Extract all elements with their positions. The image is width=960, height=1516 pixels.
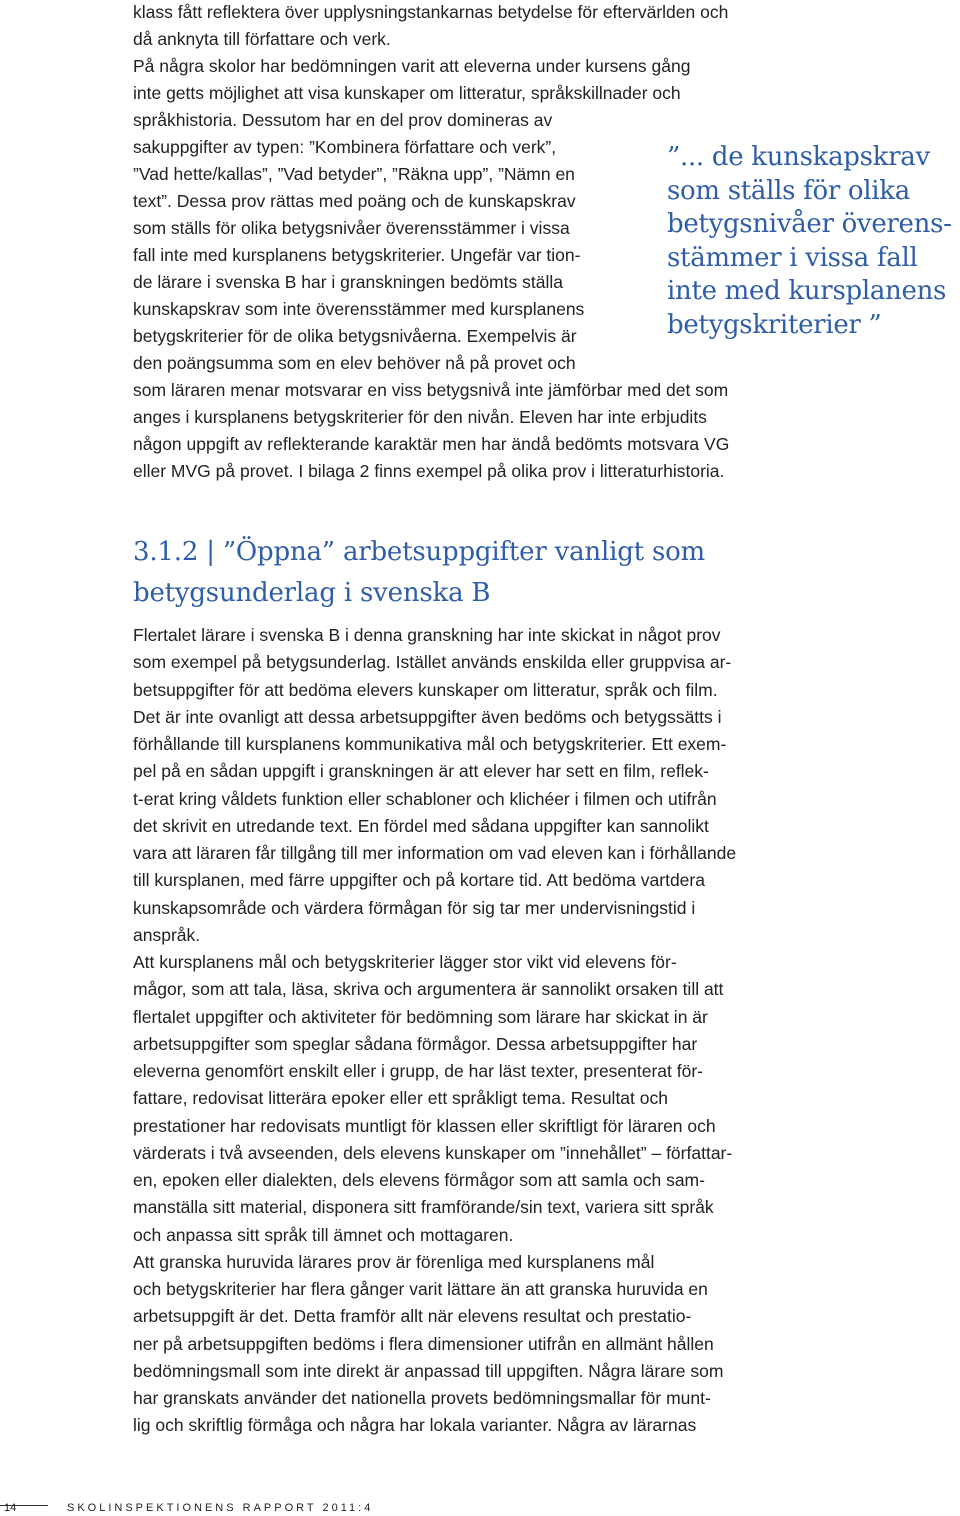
text-line: Att granska huruvida lärares prov är förenliga med kursplanens mål — [133, 1251, 655, 1272]
text-line: värderats i två avseenden, dels elevens kunskaper om ”innehållet” – författar- — [133, 1142, 733, 1163]
section-heading-line: betygsunderlag i svenska B — [133, 578, 491, 608]
text-line: ”Vad hette/kallas”, ”Vad betyder”, ”Räkna upp”, ”Nämn en — [133, 164, 575, 184]
pull-quote-line: inte med kursplanens — [667, 276, 947, 306]
text-line: Att kursplanens mål och betygskriterier lägger stor vikt vid elevens för- — [133, 952, 677, 972]
text-line: prestationer har redovisats muntligt för klassen eller skriftligt för läraren och — [133, 1115, 716, 1136]
text-line: som exempel på betygsunderlag. Istället används enskilda eller gruppvisa ar- — [133, 652, 732, 673]
text-line: lig och skriftlig förmåga och några har lokala varianter. Några av lärarnas — [133, 1415, 697, 1436]
text-line: de lärare i svenska B har i granskningen bedömts ställa — [133, 272, 563, 292]
text-line: Flertalet lärare i svenska B i denna granskning har inte skickat in något prov — [133, 625, 721, 645]
text-line: eller MVG på provet. I bilaga 2 finns exempel på olika prov i litteraturhistoria. — [133, 461, 725, 481]
text-line: klass fått reflektera över upplysningstankarnas betydelse för eftervärlden och — [133, 2, 729, 22]
text-line: sakuppgifter av typen: ”Kombinera författare och verk”, — [133, 137, 557, 157]
text-line: bedömningsmall som inte direkt är anpassad till uppgiften. Några lärare som — [133, 1360, 724, 1381]
text-line: anges i kursplanens betygskriterier för den nivån. Eleven har inte erbjudits — [133, 407, 707, 427]
text-line: fall inte med kursplanens betygskriterier. Ungefär var tion- — [133, 245, 581, 265]
pull-quote-line: betygsnivåer överens- — [667, 209, 952, 239]
text-line: På några skolor har bedömningen varit att eleverna under kursens gång — [133, 56, 691, 76]
text-line: manställa sitt material, disponera sitt framförande/sin text, variera sitt språk — [133, 1197, 714, 1218]
text-line: en, epoken eller dialekten, dels elevens förmågor som att samla och sam- — [133, 1170, 705, 1190]
text-line: och anpassa sitt språk till ämnet och mottagaren. — [133, 1224, 514, 1245]
text-line: kunskapsområde och värdera förmågan för sig tar mer undervisningstid i — [133, 897, 696, 918]
text-line: då anknyta till författare och verk. — [133, 29, 391, 49]
text-line: förhållande till kursplanens kommunikativa mål och betygskriterier. Ett exem- — [133, 734, 727, 754]
text-line: den poängsumma som en elev behöver nå på provet och — [133, 353, 576, 373]
text-line: eleverna genomfört enskilt eller i grupp, de har läst texter, presenterat för- — [133, 1061, 704, 1081]
pull-quote-line: stämmer i vissa fall — [667, 242, 918, 273]
text-line: arbetsuppgifter som speglar sådana förmågor. Dessa arbetsuppgifter har — [133, 1033, 698, 1054]
footer-publication: SKOLINSPEKTIONENS RAPPORT 2011:4 — [67, 1502, 374, 1514]
pull-quote-line: ”... de kunskapskrav — [667, 142, 930, 172]
text-line: arbetsuppgift är det. Detta framför allt när elevens resultat och prestatio- — [133, 1306, 692, 1327]
text-line: det skrivit en utredande text. En fördel med sådana uppgifter kan sannolikt — [133, 815, 709, 836]
text-line: fattare, redovisat litterära epoker eller ett språkligt tema. Resultat och — [133, 1088, 668, 1109]
page-number: 14 — [4, 1502, 17, 1514]
text-line: språkhistoria. Dessutom har en del prov domineras av — [133, 110, 553, 130]
text-line: betsuppgifter för att bedöma elevers kunskaper om litteratur, språk och film. — [133, 679, 718, 700]
pull-quote-line: betygskriterier ” — [667, 309, 882, 340]
section-heading-line: 3.1.2 | ”Öppna” arbetsuppgifter vanligt som — [133, 537, 706, 567]
text-line: t-erat kring våldets funktion eller schabloner och klichéer i filmen och utifrån — [133, 788, 717, 809]
text-line: betygskriterier för de olika betygsnivåerna. Exempelvis är — [133, 326, 577, 346]
text-line: till kursplanen, med färre uppgifter och på kortare tid. Att bedöma vartdera — [133, 870, 705, 891]
text-line: och betygskriterier har flera gånger varit lättare än att granska huruvida en — [133, 1279, 708, 1299]
text-line: flertalet uppgifter och aktiviteter för bedömning som lärare har skickat in är — [133, 1006, 708, 1027]
text-line: har granskats använder det nationella provets bedömningsmallar för munt- — [133, 1388, 711, 1408]
text-line: som läraren menar motsvarar en viss betygsnivå inte jämförbar med det som — [133, 380, 729, 400]
text-line: kunskapskrav som inte överensstämmer med kursplanens — [133, 299, 585, 319]
text-line: anspråk. — [133, 924, 201, 945]
text-line: vara att läraren får tillgång till mer information om vad eleven kan i förhållande — [133, 843, 737, 863]
text-line: mågor, som att tala, läsa, skriva och argumentera är sannolikt orsaken till att — [133, 979, 724, 1000]
pull-quote-line: som ställs för olika — [667, 175, 910, 206]
text-line: Det är inte ovanligt att dessa arbetsuppgifter även bedöms och betygssätts i — [133, 706, 722, 727]
text-line: som ställs för olika betygsnivåer överensstämmer i vissa — [133, 218, 570, 238]
text-line: någon uppgift av reflekterande karaktär men har ändå bedömts motsvara VG — [133, 434, 730, 454]
text-line: pel på en sådan uppgift i granskningen är att elever har sett en film, reflek- — [133, 761, 709, 782]
text-line: text”. Dessa prov rättas med poäng och de kunskapskrav — [133, 191, 576, 211]
text-line: ner på arbetsuppgiften bedöms i flera dimensioner utifrån en allmänt hållen — [133, 1333, 714, 1354]
text-line: inte getts möjlighet att visa kunskaper om litteratur, språkskillnader och — [133, 83, 681, 103]
